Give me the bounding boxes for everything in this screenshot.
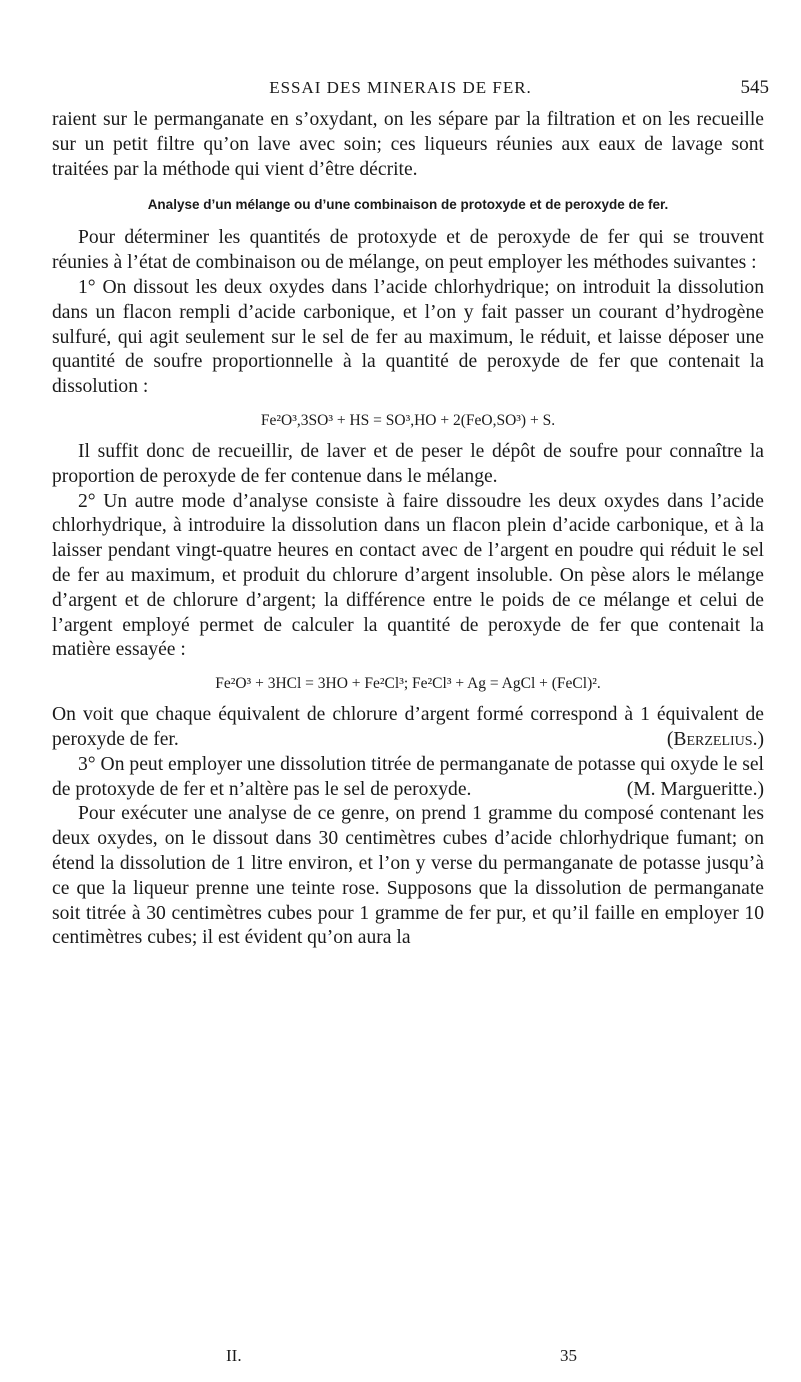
paragraph-intro: Pour déterminer les quantités de protoxyde et de peroxyde de fer qui se trouvent réunies à l’état de combinaison ou de mélange, on peut employer les méthodes suivantes : xyxy=(52,227,764,274)
paragraph-method-1: 1° On dissout les deux oxydes dans l’acide chlorhydrique; on introduit la dissolution dans un flacon rempli d’acide carbonique, et l’on y fait passer un courant d’hydrogène sulfuré, qui agit seulement sur le sel de fer au maximum, le réduit, et laisse déposer une quantité de soufre proportionnelle à la quantité de peroxyde de fer que contenait la dissolution : xyxy=(52,276,764,398)
paragraph-method-2-continued xyxy=(52,703,764,753)
page-header xyxy=(0,76,801,104)
method-2-conclusion: On voit que chaque équivalent de chlorure d’argent formé correspond à 1 équivalent de peroxyde de fer. xyxy=(52,704,764,750)
page-footer xyxy=(0,1346,801,1370)
paragraph-method-3 xyxy=(52,753,764,803)
attribution-margueritte: (M. Margueritte.) xyxy=(626,778,764,800)
paragraph-final: Pour exécuter une analyse de ce genre, on prend 1 gramme du composé contenant les deux oxydes, on le dissout dans 30 centimètres cubes d’acide chlorhydrique fumant; on étend la dissolution de 1 litre environ, et l’on y verse du permanganate de potasse jusqu’à ce que la liqueur prenne une teinte rose. Supposons que la dissolution de permanganate soit titrée à 30 centimètres cubes pour 1 gramme de fer pur, et qu’il faille en employer 10 centimètres cubes; il est évident qu’on aura la xyxy=(52,803,764,949)
running-title: ESSAI DES MINERAIS DE FER. xyxy=(269,78,532,97)
signature-mark: II. xyxy=(226,1346,242,1365)
section-heading: Analyse d’un mélange ou d’une combinaison de protoxyde et de peroxyde de fer. xyxy=(147,197,669,213)
method-3-text: 3° On peut employer une dissolution titrée de permanganate de potasse qui oxyde le sel de protoxyde de fer et n’altère pas le sel de peroxyde. xyxy=(52,753,764,800)
page-number: 545 xyxy=(740,77,769,98)
gathering-number: 35 xyxy=(560,1346,577,1365)
body-text xyxy=(52,108,764,951)
paragraph-method-2: 2° Un autre mode d’analyse consiste à faire dissoudre les deux oxydes dans l’acide chlorhydrique, à introduire la dissolution dans un flacon plein d’acide carbonique, et à la laisser pendant vingt-quatre heures en contact avec de l’argent en poudre qui réduit le sel de fer au maximum, et produit du chlorure d’argent insoluble. On pèse alors le mélange d’argent et de chlorure d’argent; la différence entre le poids de ce mélange et celui de l’argent employé permet de calculer la quantité de peroxyde de fer que contenait la matière essayée : xyxy=(52,490,764,661)
paragraph-method-1-continued: Il suffit donc de recueillir, de laver et de peser le dépôt de soufre pour connaître la proportion de peroxyde de fer contenue dans le mélange. xyxy=(52,440,764,487)
attribution-berzelius: (Berzelius.) xyxy=(666,728,764,750)
formula-1: Fe²O³,3SO³ + HS = SO³,HO + 2(FeO,SO³) + S. xyxy=(260,411,556,429)
paragraph-continuation: raient sur le permanganate en s’oxydant, on les sépare par la filtration et on les recueille sur un petit filtre qu’on lave avec soin; ces liqueurs réunies aux eaux de lavage sont traitées par la méthode qui vient d’être décrite. xyxy=(52,109,764,180)
formula-2: Fe²O³ + 3HCl = 3HO + Fe²Cl³; Fe²Cl³ + Ag = AgCl + (FeCl)². xyxy=(215,675,601,693)
